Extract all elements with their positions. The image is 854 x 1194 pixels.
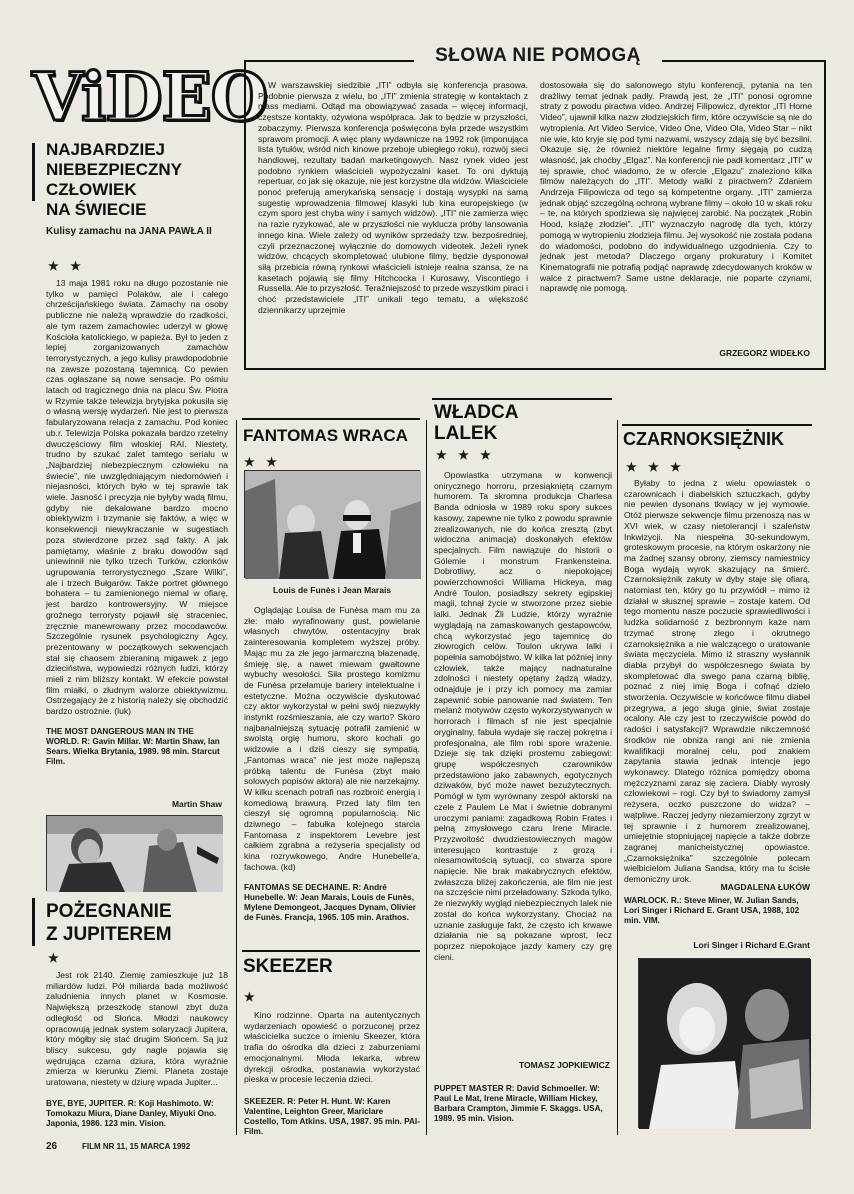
page-number: 26 [46, 1141, 58, 1152]
fantomas-photo-image [245, 471, 421, 579]
c3-author: TOMASZ JOPKIEWICZ [519, 1060, 610, 1070]
c1-credits: THE MOST DANGEROUS MAN IN THE WORLD. R: Gavin Millar. W: Martin Shaw, Ian Sears. Wielka Brytania, 1989. 98 min. Starcut Film. [46, 727, 220, 766]
c1-title [46, 140, 236, 220]
c1-title-line: NIEBEZPIECZNY [46, 160, 183, 179]
c2-credits2: SKEEZER. R: Peter H. Hunt. W: Karen Valentine, Leighton Greer, Mariclare Costello, Tom Atkins. USA, 1987. 95 min. PAI-Film. [244, 1097, 420, 1136]
c3-title-line: LALEK [434, 423, 498, 444]
martin-shaw-photo [46, 815, 222, 891]
c2-text: Oglądając Louisa de Funèsa mam mu za złe: mało wyrafinowany gust, powielanie własnych chwytów, ostentacyjny brak zainteresowania kompletem wyższej próby. Mając mu za złe jego jarmarczną błazenadę, śmieję się, a nawet miewam gwałtowne wybuchy wesołości. Siła prostego komizmu de Funèsa przełamuje bariery intelektualne i estetyczne. Można oczywiście dyskutować czy aktor wykorzystał w pełni swój niezwykły instynkt rozśmieszania, ale czy warto? Skoro najbanalniejszą sytuację potrafił zamienić w swoistą orgię humoru, skoro kochali go widzowie a i dziś cieszy się sympatią. „Fantomas wraca” nie jest może najlepszą próbką talentu de Funèsa (zbyt mało solowych popisów aktora) ale nie narzekajmy. W kilku scenach potrafi nas rozbroić energią i komediową brawurą. Przed laty film ten cieszył się ogromną popularnością. Nic dziwnego – fabułka kolejnego starcia Fantomasa z inspektorem Levebre jest całkiem zgrabna a reżyseria specjalisty od kina rozrywkowego, Andre Hunebelle'a, fachowa. (kd) [244, 605, 420, 872]
c2-title2: SKEEZER [243, 956, 333, 977]
c2-title: FANTOMAS WRACA [243, 426, 408, 445]
c3-title-line: WŁADCA [434, 402, 519, 423]
c1-title2 [46, 900, 236, 946]
c1-photo-caption: Martin Shaw [171, 799, 222, 809]
c2-text2: Kino rodzinne. Oparta na autentycznych wydarzeniach opowieść o porzuconej przez właścicielka suczce o imieniu Skeezer, która trafia do ośrodka dla dzieci z zaburzeniami emocjonalnymi. Młoda lekarka, wbrew dyrekcji ośrodka, postanawia wykorzystać pieska w procesie leczenia dzieci. [244, 1010, 420, 1085]
c4-photo-caption: Lori Singer i Richard E.Grant [693, 940, 810, 950]
c3-credits: PUPPET MASTER R: David Schmoeller. W: Paul Le Mat, Irene Miracle, William Hickey, Barbara Crampton, Jimmie F. Skaggs. USA, 1989. 95 min. Vision. [434, 1084, 603, 1123]
c1-stars: ★ ★ [48, 259, 85, 273]
box-left-text: W warszawskiej siedzibie „ITI” odbyła się konferencja prasowa. Podobnie pierwsza z wielu, bo „ITI” zmienia strategię w kontaktach z mass mediami. Odtąd ma obowiązywać zasada – więcej informacji, częstsze kontakty, ożywiona współpraca. Jak to będzie w przyszłości, zobaczymy. Pierwsza konferencja poświęcona była przede wszystkim sprawom promocji. A więc plany wydawnicze na 1992 rok (imponująca lista tytułów, wśród nich kinowe przeboje ubiegłego roku), rozwój sieci handlowej, rezultaty badań marketingowych. Nasz rynek video jest podobno rynkiem właścicieli wypożyczalni kaset. To oni dyktują repertuar, co jak się okazuje, nie jest korzystne dla widzów. Właściciele ponoć preferują amerykańską sensację i dostają wysypki na samą sugestię wprowadzenia filmowej klasyki lub kina europejskiego (w czym sporo jest chyba winy i samych widzów). „ITI” nie zamierza więc na razie ryzykować, ale w przyszłości nie wyklucza próby lansowania innego kina. Wiele zależy od wyników sprzedaży tzw. bezpośredniej, czyli przeznaczonej wyłącznie do domowych videotek. Jeżeli rynek widzów, chcących skompletować ulubione filmy, będzie dysponował siłą przebicia równą rynkowi właścicieli istnieje realna szansa, że na kasetach pojawią się filmy Hitchcocka i Kurosawy, Viscontiego i Russella. Ale to przyszłość. Teraźniejszość to przede wszystkim piraci i choć przedstawiciele „ITI” unikali tego tematu, a większość dziennikarzy uprzejmie [258, 80, 528, 315]
c1-title-line: NA ŚWIECIE [46, 200, 147, 219]
c4-stars: ★ ★ ★ [626, 460, 685, 474]
c3-title [434, 402, 614, 444]
issue-info: FILM NR 11, 15 MARCA 1992 [82, 1142, 191, 1151]
c3-stars: ★ ★ ★ [436, 448, 495, 462]
c2-stars2: ★ [244, 990, 259, 1004]
c1-text2: Jest rok 2140. Ziemię zamieszkuje już 18 miliardów ludzi. Pół miliarda bada możliwość zaludnienia innych planet w Kosmosie. Największą przeszkodę stanowi zbyt duża odległość od Słońca. Młodzi naukowcy opracowują jednak system solaryzacji Jupitera, który mógłby się stać drugim Słońcem. Są już bliscy sukcesu, gdy nagle pojawia się wędrująca czarna dziura, która wyraźnie zmierza w kierunku Ziemi. Planeta zostaje uratowana, niestety w dziurę wpada Jupiter... [46, 970, 228, 1088]
c1-subtitle: Kulisy zamachu na JANA PAWŁA II [46, 226, 212, 237]
c1-stars2: ★ [48, 951, 63, 965]
c2-photo-caption: Louis de Funès i Jean Marais [272, 585, 392, 595]
c1-title2-line: Z JUPITEREM [46, 924, 172, 945]
c4-credits: WARLOCK. R.: Steve Miner, W. Julian Sands, Lori Singer i Richard E. Grant USA, 1988, 102 min. VIM. [624, 896, 800, 925]
martin-shaw-photo-image [47, 816, 223, 892]
box-title: SŁOWA NIE POMOGĄ [414, 42, 662, 70]
c4-author: MAGDALENA ŁUKÓW [720, 882, 810, 892]
c1-title-line: NAJBARDZIEJ [46, 140, 166, 159]
c1-text: 13 maja 1981 roku na długo pozostanie nie tylko w pamięci Polaków, ale i całego chrześcijańskiego świata. Zamachy na osoby publiczne nie należą wprawdzie do rzadkości, ale tym razem zamachowiec uderzył w głowę Kościoła katolickiego, w papieża. Był to jeden z lepiej zorganizowanych zamachów terrorystycznych, a jego kulisy prawdopodobnie na zawsze pozostaną tajemnicą. Co pewien czas ogłaszane są nowe sensacje. Po ośmiu latach od tragicznego dnia na placu Św. Piotra w Rzymie także telewizja brytyjska pokusiła się o własną wersję wydarzeń. Nie jest to pierwsza fabularyzowana relacja z zamachu. Pod koniec ub.r. Telewizja Polska pokazała bardzo rzetelny dwuczęściowy film włoskiej RAI. Niestety, trudno by szukać zalet tamtego serialu w „Najbardziej niebezpiecznym człowieku na świecie”, nie uwzględniającym niedomówień i niejasności, których było w tej sprawie tak wiele. Jasność i precyzja nie byłyby wadą filmu, gdyby nie dekalowane bardzo mocno obiektywizm i trzymanie się faktów, a więc w konsekwencji niewykraczanie w sugestiach poza stwierdzone przez sąd fakty. A jak pamiętamy, właśnie z braku dowodów sąd uniewinnił nie tylko trzech Turków, członków ugrupowania terrorystycznego „Szare Wilki”, ale i trzech Bułgarów. Także portret głównego bohatera – tu zamienionego niemal w ofiarę, jest bardzo kontrowersyjny. W miejsce groźnego terrorysty pojawił się straceniec, zręcznie manewrowany przez mocodawców. Szczególnie rysunek psychologiczny Agcy, prezentowany w początkowych sekwencjach stał się chaosem zbieraniną migawek z jego dzieciństwa, wypowiedzi różnych ludzi, którzy mieli z nim bliższy kontakt. W efekcie powstał film miałki, o złudnym walorze obiektywizmu. Ostrzegający że z historią należy się obchodzić bardzo ostrożnie. (luk) [46, 278, 228, 717]
c2-stars: ★ ★ [244, 455, 281, 469]
warlock-photo [638, 958, 810, 1128]
video-logo [32, 57, 268, 139]
c2-credits: FANTOMAS SE DECHAINE. R: André Hunebelle. W: Jean Marais, Louis de Funès, Mylene Demongeot, Jacques Dynam, Olivier de Funès. Francja, 1965. 105 min. Arathos. [244, 883, 416, 922]
c3-text: Opowiastka utrzymana w konwencji onirycznego horroru, przesiąkniętą czarnym humorem. Ta skromna produkcja Charlesa Banda odniosła w 1989 roku spory sukces kasowy, zapewne nie tylko z powodu sprawnie zrealizowanych, nie do końca zresztą (zbyt widoczna animacja) doskonałych efektów specjalnych. Film nawiązuje do historii o Gólemie i monstrum Frankensteina. Dobrotliwy, acz o niepokojącej powierzchowności Williama Hickeya, mag André Toulon, posiadłszy sekrety egipskiej magii, tchnął życie w stworzone przez siebie lalki. Jednak Źli Ludzie, którzy wyraźnie wyglądają na zamaskowanych gestapowców, chcą wykorzystać jego tajemnicę do złowrogich celów. Toulon ukrywa lalki i popełnia samobójstwo. W kilka lat później inny człowiek, także mający nadnaturalne zdolności i niestety opętany żądzą władzy, odnajduje je i przy ich pomocy ma zamiar zapewnić sobie panowanie nad światem. Ten melanż motywów często wykorzystywanych w horrorach i filmach sf nie jest specjalnie oryginalny, fabuła wydaje się raczej pokrętna i profesjonalna, ale film robi spore wrażenie. Dzieje się tak dzięki prostemu zabiegowi: grupę współczesnych czarowników przedstawiono jako zabawnych, egotycznych dziwaków, być może nawet bezużytecznych. Pomógł w tym wyrównany zespół aktorski na czele z Paulem Le Mat i świetnie dobranymi uroczymi paniami: zagadkową Robin Frates i pełną zmysłowego czaru Irene Miracle. Przyzwoitość dwudziestowiecznych magów interesująco kontrastuje z grozą i niesamowitością sytuacji, co stwarza spore napięcie. Nie brak makabrycznych efektów, zwłaszcza bliżej zakończenia, ale film nie jest na szczęście nimi przeładowany. Szkoda tylko, że niezwykły wygląd niebezpiecznych lalek nie został do końca wykorzystany. Chociaż na uznanie zasługuje fakt, że często ich krwawe działania nie są pokazane wprost, lecz poprzez niepokojące jazdy kamery czy grę cieni. [434, 470, 613, 962]
warlock-photo-image [639, 959, 811, 1129]
video-logo-text: ViDEO [32, 58, 268, 136]
fantomas-photo [244, 470, 420, 578]
c1-title2-line: POŻEGNANIE [46, 901, 172, 922]
c1-title-line: CZŁOWIEK [46, 180, 137, 199]
c4-title: CZARNOKSIĘŻNIK [623, 429, 784, 449]
c1-credits2: BYE, BYE, JUPITER. R: Koji Hashimoto. W: Tomokazu Miura, Diane Danley, Miyuki Ono. Japonia, 1986. 123 min. Vision. [46, 1099, 217, 1128]
c4-text: Byłaby to jedna z wielu opowiastek o czarownicach i diabelskich sztuczkach, gdyby nie pewien dysonans tkwiący w jej wymowie. Otóż pierwsze sekwencje filmu przenoszą nas w XVI wiek, w czasy nietolerancji i szaleństw Inkwizycji. Na niespełna 30-sekundowym, groteskowym procesie, na którym oskarżony nie ma żadnej szansy obrony, ziemscy namiestnicy Boga wydają wyrok skazujący na śmierć. Czarnoksiężnik zakuty w dyby staje się ofiarą, natomiast ten, który go tu przywiódł – mimo iż działał w słusznej sprawie – zostaje katem. Od tego momentu nasze poczucie sprawiedliwości i ludzka solidarność z bezbronnym każe nam trzymać stronę złego i okrutnego czarnoksiężnika a nie walczącego o uratowanie świata męczyciela. Mimo iż straszny wysłannik diabła przybył do współczesnego świata by skompletować dla swego pana czarną biblię, poznać z niej imię Boga i cofnąć dzieło stworzenia. Oczywiście w końcówce filmu diabeł przegrywa, a jego sługa ginie, świat zostaje ocalony. Ale czy jest to rzeczywiście powód do radości i satysfakcji? Wprawdzie nikczemność środków nie obniża rangi ani nie zmienia kwalifikacji moralnej celu, pod znakiem zapytania stawia jednak intencje jego wykonawcy. Dlatego różnica pomiędzy oboma mężczyznami zaraz się zaciera. Diabły wyrosły człowiekowi – rogi. Czy był to świadomy zamysł reżysera, oczko puszczone do widza? – wątpliwe. Raczej jedyny niezamierzony zgrzyt w tej sprawnie i z humorem zrealizowanej, umiejętnie stopniującej napięcie a także dobrze zagranej manicheistycznej opowiastce. „Czarnoksiężnika” szczególnie polecam wielbicielom Juliana Sandsa, który ma tu ścisłe demoniczny urok. [624, 478, 810, 885]
box-right-text: dostosowała się do salonowego stylu konferencji, pytania na ten drażliwy temat jednak padły. Prawdą jest, że „ITI” ponosi ogromne straty z powodu piractwa video. Andrzej Filipowicz, dyrektor „ITI Home Video”, ujawnił kilka nazw złodziejskich firm, które oczywiście są nie do wytropienia. Art Video Service, Video One, Video Ola, Video Star – nikt nie wie, kto kryje się pod tymi nazwami, wszyscy zdają się być bezsilni. Okazuje się, że również niektóre legalne firmy sięgają po cudzą własność, jak choćby „Elgaz”. Na konferencji nie padł komentarz „ITI” w tej sprawie, choć wiadomo, że w ofercie „Elgazu” znaleziono kilka filmów należących do „ITI”. Metody walki z piractwem? Zdaniem Andrzeja Filipowicza od tego są kompetentne organy. „ITI” zamierza jednak objąć szczególną ochroną wybrane filmy – około 10 w skali roku – te, na których spodziewa się najwięcej zarobić. Na początek „Robin Hood, książę złodziei”. „ITI” wyznaczyło nagrodę dla tych, którzy pomogą w wytropieniu złodzieja filmu. Jej wysokość nie została podana do wiadomości, podobno do indywidualnego uzgodnienia. Czy to jednak jest metoda? Dlaczego organy prokuratury i Komitet Kinematografii nie potrafią podjąć naprawdę zdecydowanych kroków w walce z piractwem? Same ustne deklaracje, nie poparte czynami, naprawdę nie pomogą. [540, 80, 812, 294]
box-author: GRZEGORZ WIDEŁKO [719, 348, 810, 358]
